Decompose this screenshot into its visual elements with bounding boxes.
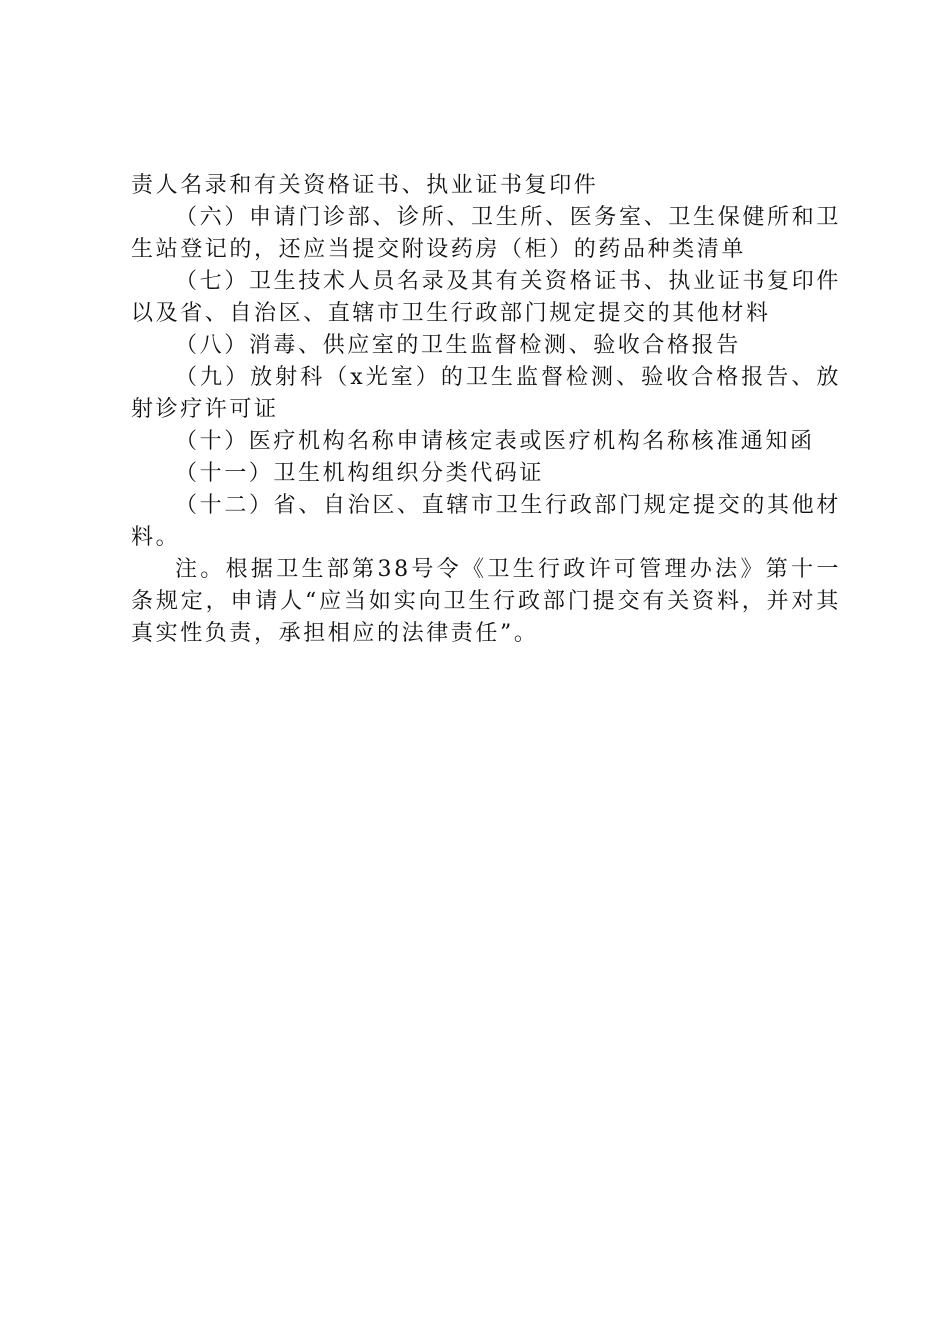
paragraph-item-11: （十一）卫生机构组织分类代码证 xyxy=(175,461,545,486)
paragraph-item-7: （七）卫生技术人员名录及其有关资格证书、执业证书复印件以及省、自治区、直辖市卫生行政部门规定提交的其他材料 xyxy=(131,269,841,326)
paragraph-item-10: （十）医疗机构名称申请核定表或医疗机构名称核准通知函 xyxy=(175,429,815,454)
paragraph-item-6: （六）申请门诊部、诊所、卫生所、医务室、卫生保健所和卫生站登记的，还应当提交附设药房（柜）的药品种类清单 xyxy=(131,205,841,262)
document-body xyxy=(131,170,841,650)
paragraph-item-12: （十二）省、自治区、直辖市卫生行政部门规定提交的其他材料。 xyxy=(131,493,841,550)
paragraph-continuation: 责人名录和有关资格证书、执业证书复印件 xyxy=(131,173,599,198)
paragraph-item-8: （八）消毒、供应室的卫生监督检测、验收合格报告 xyxy=(175,333,741,358)
paragraph-item-9: （九）放射科（x光室）的卫生监督检测、验收合格报告、放射诊疗许可证 xyxy=(131,365,841,422)
paragraph-note: 注。根据卫生部第38号令《卫生行政许可管理办法》第十一条规定，申请人“应当如实向卫生行政部门提交有关资料，并对其真实性负责，承担相应的法律责任”。 xyxy=(131,557,841,646)
